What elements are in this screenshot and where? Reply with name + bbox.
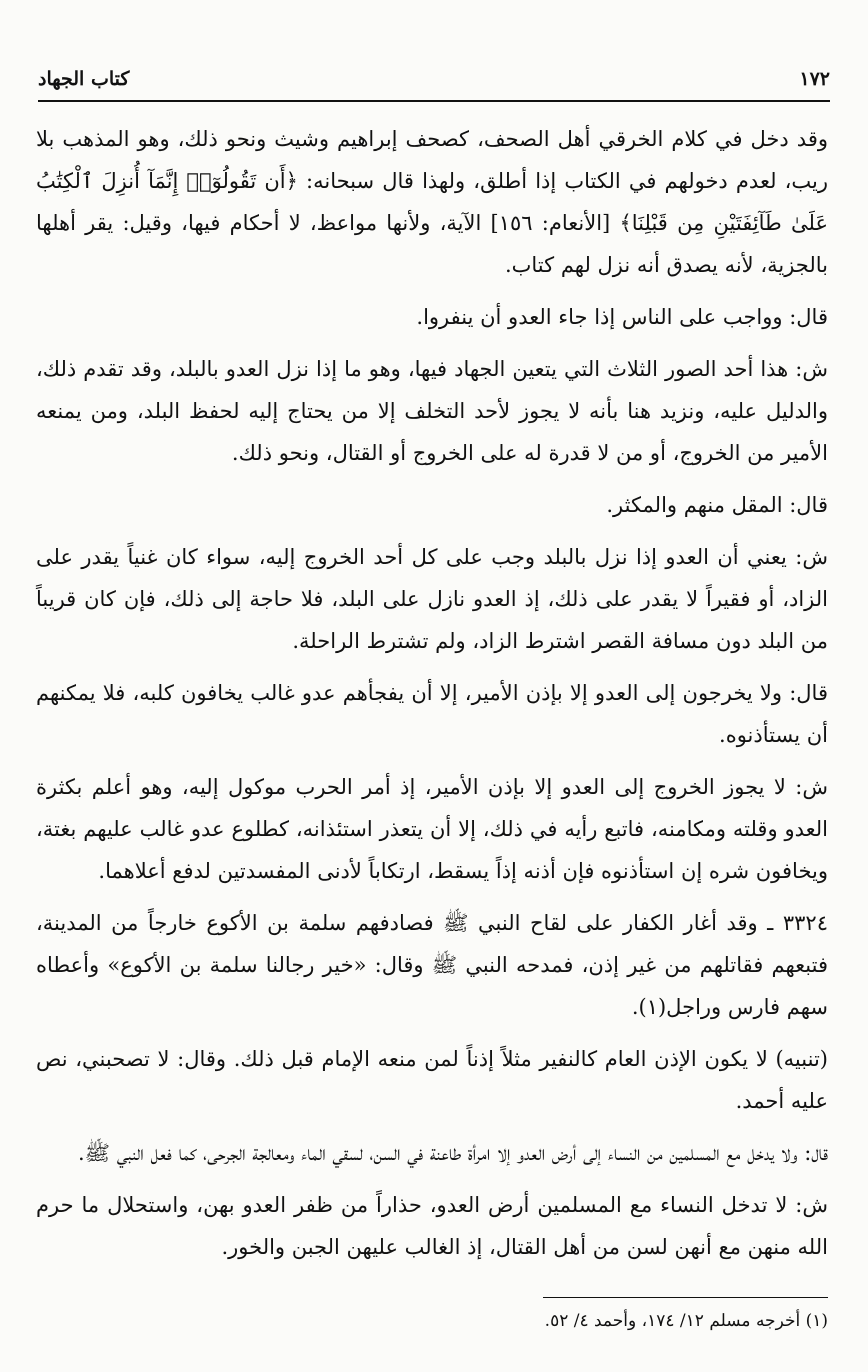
paragraph: ش: لا تدخل النساء مع المسلمين أرض العدو، حذاراً من ظفر العدو بهن، واستحلال ما حرم الله منهن مع أنهن لسن من أهل القتال، إذ الغالب عليهن الجبن والخور. [36, 1193, 828, 1259]
paragraph: ٣٣٢٤ ـ وقد أغار الكفار على لقاح النبي ﷺ فصادفهم سلمة بن الأكوع خارجاً من المدينة، فتبعهم فقاتلهم من غير إذن، فمدحه النبي ﷺ وقال: «خير رجالنا سلمة بن الأكوع» وأعطاه سهم فارس وراجل(١). [36, 911, 828, 1019]
footnote: (١) أخرجه مسلم ١٢/ ١٧٤، وأحمد ٤/ ٥٢. [544, 1311, 828, 1331]
running-head [38, 62, 830, 96]
footnote-rule [543, 1297, 828, 1298]
paragraph: قال: ولا يدخل مع المسلمين من النساء إلى أرض العدو إلا امرأة طاعنة في السن، لسقي الماء ومعالجة الجرحى، كما فعل النبي ﷺ. [77, 1141, 828, 1165]
header-rule [38, 100, 830, 102]
page-body [36, 118, 828, 1268]
paragraph: ش: لا يجوز الخروج إلى العدو إلا بإذن الأمير، إذ أمر الحرب موكول إليه، وهو أعلم بكثرة العدو وقلته ومكامنه، فاتبع رأيه في ذلك، إلا أن يتعذر استئذانه، كطلوع عدو غالب عليهم بغتة، ويخافون شره إن استأذنوه فإن أذنه إذاً يسقط، ارتكاباً لأدنى المفسدتين لدفع أعلاهما. [36, 775, 828, 883]
chapter-title: كتاب الجهاد [38, 68, 130, 90]
paragraph: قال: ولا يخرجون إلى العدو إلا بإذن الأمير، إلا أن يفجأهم عدو غالب يخافون كلبه، فلا يمكنهم أن يستأذنوه. [36, 681, 828, 747]
paragraph: ش: يعني أن العدو إذا نزل بالبلد وجب على كل أحد الخروج إليه، سواء كان غنياً يقدر على الزاد، أو فقيراً لا يقدر على ذلك، إذ العدو نازل على البلد، فلا حاجة إلى ذلك، فإن كان قريباً من البلد دون مسافة القصر اشترط الزاد، ولم تشترط الراحلة. [36, 545, 828, 653]
paragraph: قال: وواجب على الناس إذا جاء العدو أن ينفروا. [416, 305, 828, 329]
paragraph: وقد دخل في كلام الخرقي أهل الصحف، كصحف إبراهيم وشيث ونحو ذلك، وهو المذهب بلا ريب، لعدم دخولهم في الكتاب إذا أطلق، ولهذا قال سبحانه: ﴿أَن تَقُولُوٓا۟ إِنَّمَآ أُنزِلَ ٱلْكِتَٰبُ عَلَىٰ طَآئِفَتَيْنِ مِن قَبْلِنَا﴾ [الأنعام: ١٥٦] الآية، ولأنها مواعظ، لا أحكام فيها، وقيل: يقر أهلها بالجزية، لأنه يصدق أنه نزل لهم كتاب. [36, 127, 828, 277]
paragraph: (تنبيه) لا يكون الإذن العام كالنفير مثلاً إذناً لمن منعه الإمام قبل ذلك. وقال: لا تصحبني، نص عليه أحمد. [36, 1047, 828, 1113]
page-number: ١٧٢ [799, 68, 830, 90]
paragraph: ش: هذا أحد الصور الثلاث التي يتعين الجهاد فيها، وهو ما إذا نزل العدو بالبلد، وقد تقدم ذلك، والدليل عليه، ونزيد هنا بأنه لا يجوز لأحد التخلف إلا من يحتاج إليه لحفظ البلد، ومن يمنعه الأمير من الخروج، أو من لا قدرة له على الخروج أو القتال، ونحو ذلك. [36, 357, 828, 465]
paragraph: قال: المقل منهم والمكثر. [606, 493, 828, 517]
